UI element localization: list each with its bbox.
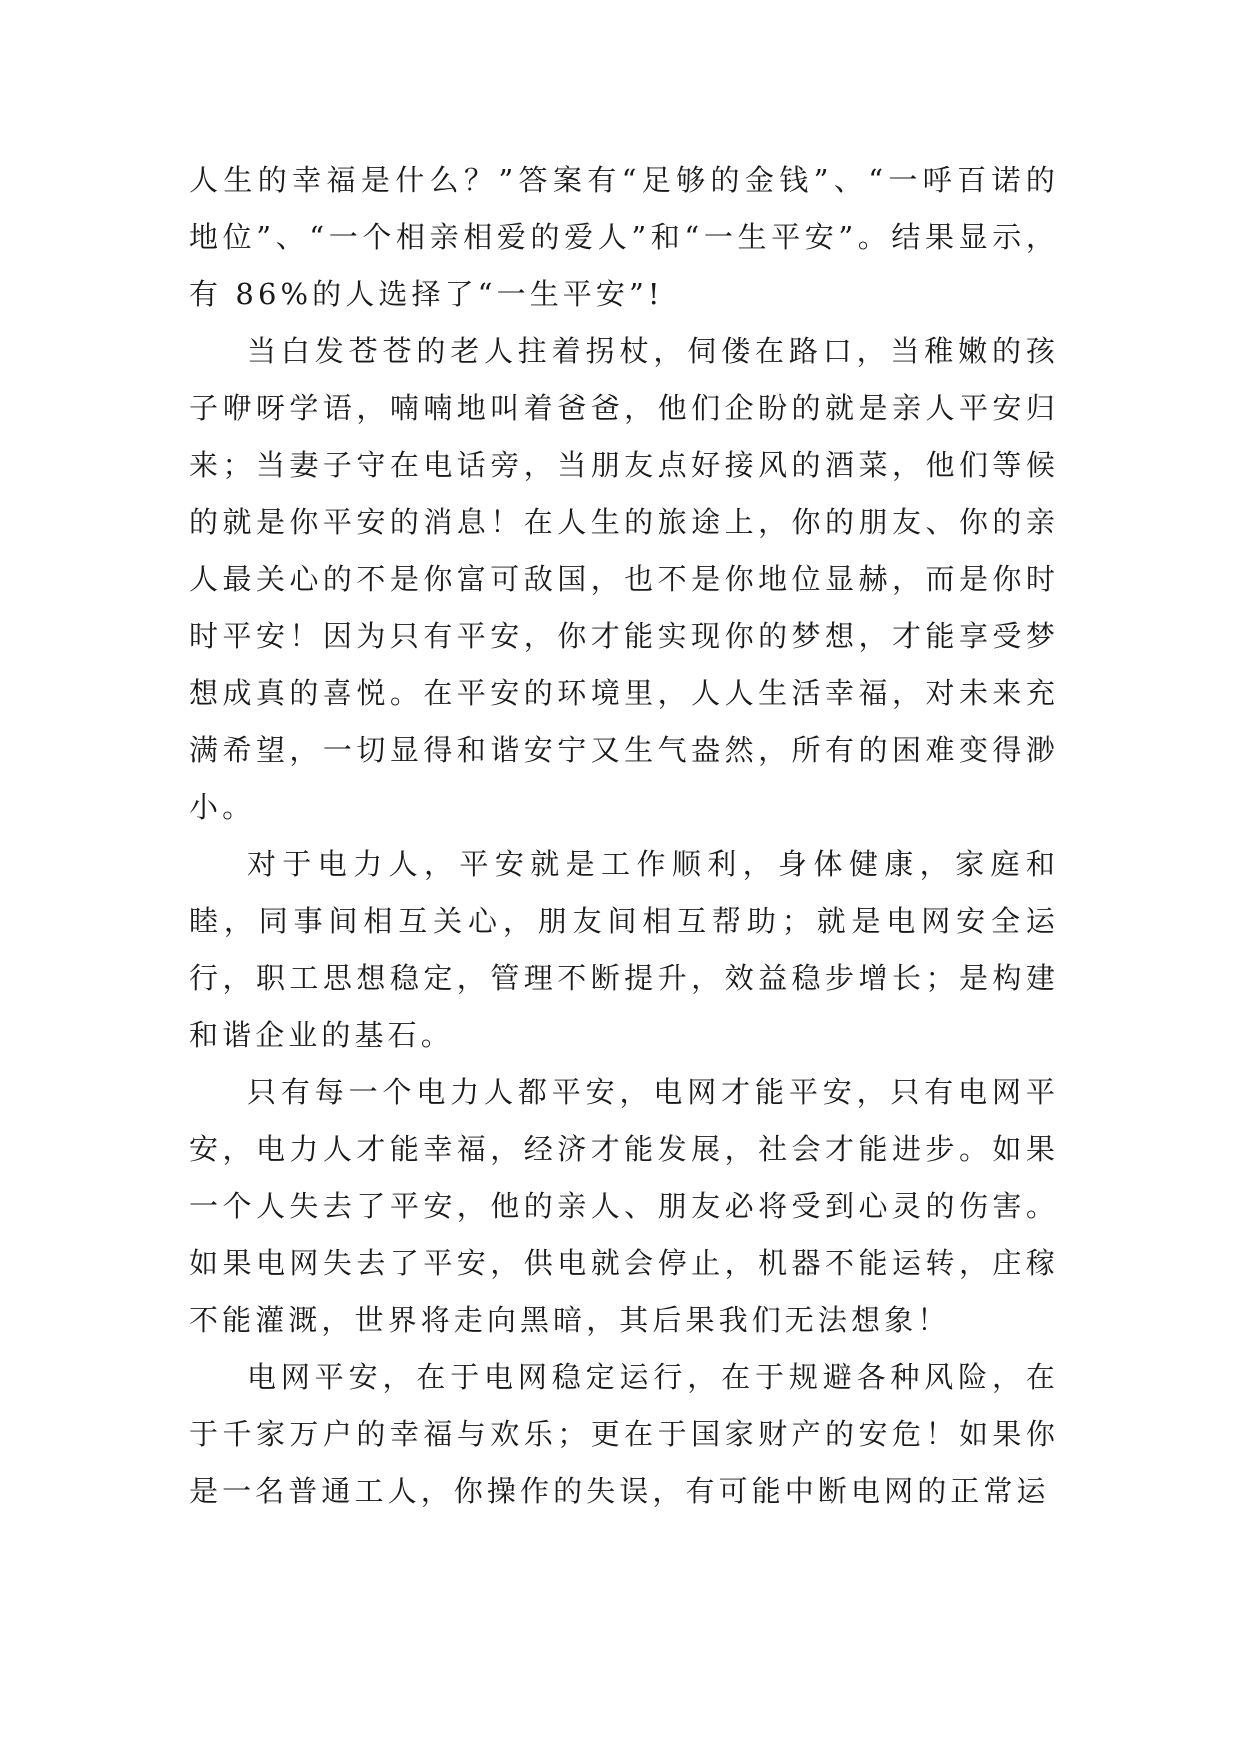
document-body bbox=[189, 152, 1059, 1520]
paragraph: 电网平安，在于电网稳定运行，在于规避各种风险，在于千家万户的幸福与欢乐；更在于国家财产的安危！如果你是一名普通工人，你操作的失误，有可能中断电网的正常运 bbox=[189, 1360, 1059, 1508]
paragraph-continuation: 人生的幸福是什么？”答案有“足够的金钱”、“一呼百诺的地位”、“一个相亲相爱的爱人”和“一生平安”。结果显示，有 86%的人选择了“一生平安”! bbox=[189, 163, 1059, 311]
paragraph: 对于电力人，平安就是工作顺利，身体健康，家庭和睦，同事间相互关心，朋友间相互帮助；就是电网安全运行，职工思想稳定，管理不断提升，效益稳步增长；是构建和谐企业的基石。 bbox=[189, 847, 1059, 1052]
paragraph: 当白发苍苍的老人拄着拐杖，伺偻在路口，当稚嫩的孩子咿呀学语，喃喃地叫着爸爸，他们企盼的就是亲人平安归来；当妻子守在电话旁，当朋友点好接风的酒菜，他们等候的就是你平安的消息！在人生的旅途上，你的朋友、你的亲人最关心的不是你富可敌国，也不是你地位显赫，而是你时时平安！因为只有平安，你才能实现你的梦想，才能享受梦想成真的喜悦。在平安的环境里，人人生活幸福，对未来充满希望，一切显得和谐安宁又生气盎然，所有的困难变得渺小。 bbox=[189, 334, 1059, 824]
paragraph: 只有每一个电力人都平安，电网才能平安，只有电网平安，电力人才能幸福，经济才能发展，社会才能进步。如果一个人失去了平安，他的亲人、朋友必将受到心灵的伤害。如果电网失去了平安，供电就会停止，机器不能运转，庄稼不能灌溉，世界将走向黑暗，其后果我们无法想象！ bbox=[189, 1075, 1059, 1337]
